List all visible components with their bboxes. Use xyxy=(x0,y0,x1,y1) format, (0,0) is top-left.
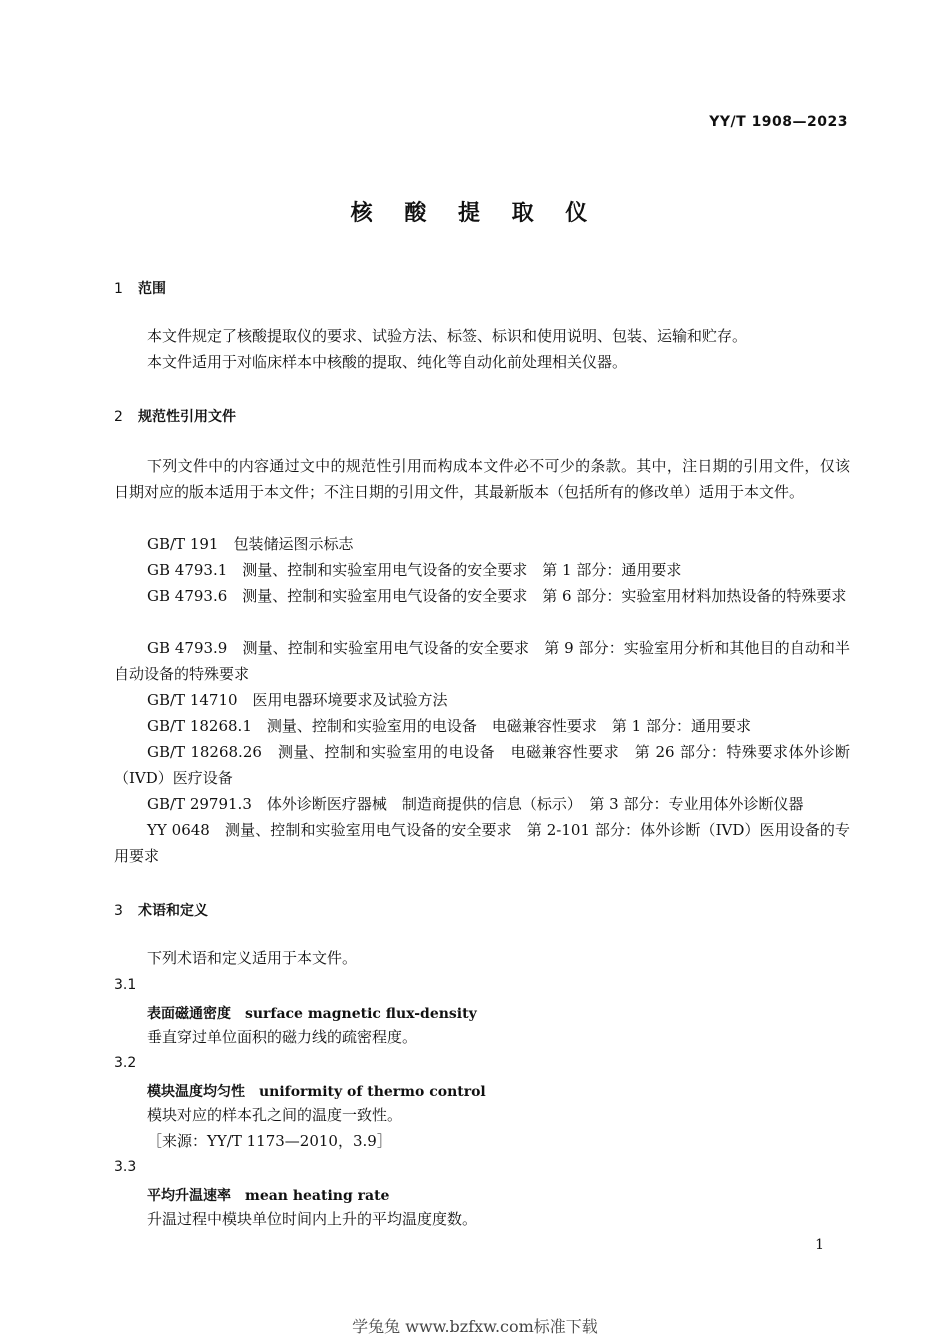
section-title: 范围 xyxy=(138,281,166,297)
reference-item: GB/T 29791.3 体外诊断医疗器械 制造商提供的信息（标示） 第 3 部分：专业用体外诊断仪器 xyxy=(147,795,804,813)
footer-watermark: 学兔兔 www.bzfxw.com标准下载 xyxy=(352,1317,598,1336)
term-definition: 模块对应的样本孔之间的温度一致性。 xyxy=(147,1106,403,1124)
term-zh: 表面磁通密度 xyxy=(147,1006,231,1022)
scope-paragraph: 本文件适用于对临床样本中核酸的提取、纯化等自动化前处理相关仪器。 xyxy=(147,353,628,371)
term-heading xyxy=(147,1003,477,1023)
term-source: ［来源：YY/T 1173—2010，3.9］ xyxy=(147,1132,392,1150)
reference-item: GB/T 18268.1 测量、控制和实验室用的电设备 电磁兼容性要求 第 1 部分：通用要求 xyxy=(147,717,751,735)
section-3-heading xyxy=(114,900,208,920)
page-number: 1 xyxy=(815,1237,824,1253)
standard-code: YY/T 1908—2023 xyxy=(709,114,848,130)
document-title: 核 酸 提 取 仪 xyxy=(350,201,600,226)
term-definition: 垂直穿过单位面积的磁力线的疏密程度。 xyxy=(147,1028,418,1046)
section-title: 术语和定义 xyxy=(138,903,208,919)
section-1-heading xyxy=(114,278,166,298)
reference-item: GB 4793.9 测量、控制和实验室用电气设备的安全要求 第 9 部分：实验室用分析和其他目的自动和半自动设备的特殊要求 xyxy=(114,639,850,683)
term-number: 3.2 xyxy=(114,1055,137,1071)
term-number: 3.3 xyxy=(114,1159,137,1175)
section-title: 规范性引用文件 xyxy=(138,409,236,425)
section-number: 3 xyxy=(114,903,123,919)
section-number: 1 xyxy=(114,281,123,297)
terms-intro: 下列术语和定义适用于本文件。 xyxy=(147,949,358,967)
term-zh: 模块温度均匀性 xyxy=(147,1084,245,1100)
term-en: surface magnetic flux-density xyxy=(245,1006,477,1022)
reference-item: GB/T 14710 医用电器环境要求及试验方法 xyxy=(147,691,448,709)
references-intro: 下列文件中的内容通过文中的规范性引用而构成本文件必不可少的条款。其中，注日期的引用文件，仅该日期对应的版本适用于本文件；不注日期的引用文件，其最新版本（包括所有的修改单）适用于本文件。 xyxy=(114,457,850,501)
reference-item: GB/T 18268.26 测量、控制和实验室用的电设备 电磁兼容性要求 第 26 部分：特殊要求体外诊断（IVD）医疗设备 xyxy=(114,743,850,787)
term-heading xyxy=(147,1185,389,1205)
reference-item: GB 4793.1 测量、控制和实验室用电气设备的安全要求 第 1 部分：通用要求 xyxy=(147,561,682,579)
term-definition: 升温过程中模块单位时间内上升的平均温度度数。 xyxy=(147,1210,478,1228)
section-number: 2 xyxy=(114,409,123,425)
term-en: mean heating rate xyxy=(245,1188,390,1204)
term-heading xyxy=(147,1081,486,1101)
section-2-heading xyxy=(114,406,236,426)
reference-item: YY 0648 测量、控制和实验室用电气设备的安全要求 第 2-101 部分：体外诊断（IVD）医用设备的专用要求 xyxy=(114,821,850,865)
term-zh: 平均升温速率 xyxy=(147,1188,231,1204)
reference-item: GB/T 191 包装储运图示标志 xyxy=(147,535,354,553)
scope-paragraph: 本文件规定了核酸提取仪的要求、试验方法、标签、标识和使用说明、包装、运输和贮存。 xyxy=(147,327,748,345)
term-number: 3.1 xyxy=(114,977,137,993)
reference-item: GB 4793.6 测量、控制和实验室用电气设备的安全要求 第 6 部分：实验室用材料加热设备的特殊要求 xyxy=(147,587,847,605)
term-en: uniformity of thermo control xyxy=(259,1084,486,1100)
